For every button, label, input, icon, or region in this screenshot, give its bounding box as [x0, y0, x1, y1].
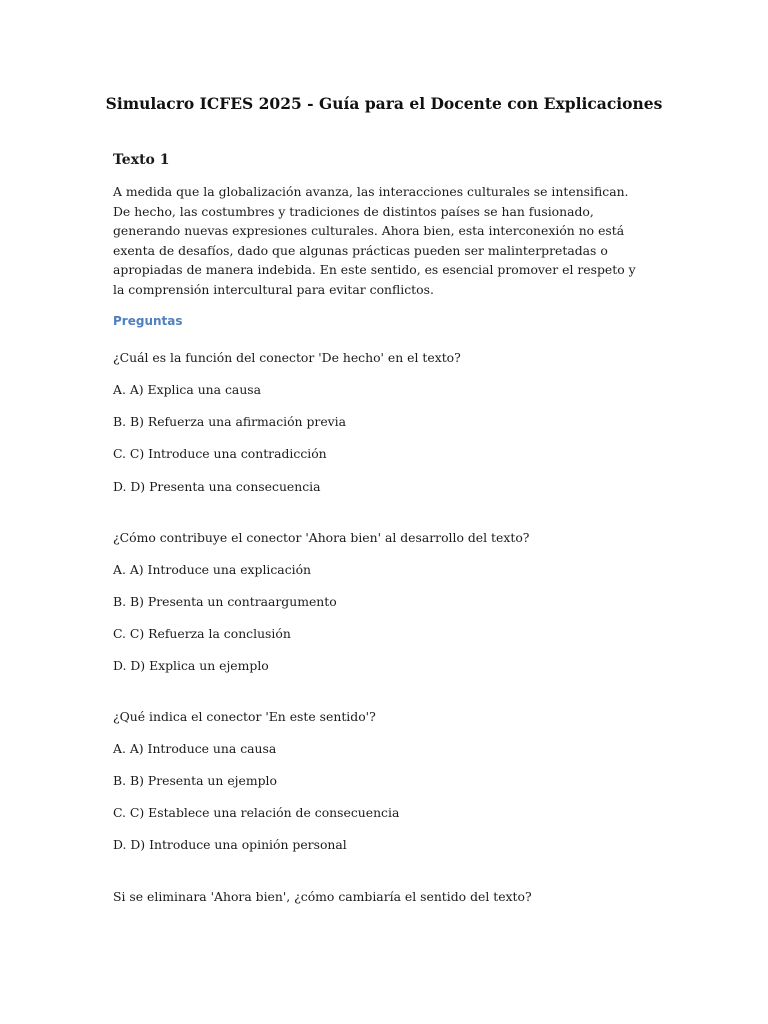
answer-option: A. A) Introduce una causa: [113, 741, 277, 756]
document-title: Simulacro ICFES 2025 - Guía para el Docente con Explicaciones: [105, 94, 663, 113]
answer-option: A. A) Explica una causa: [113, 382, 262, 397]
question-prompt: Si se eliminara 'Ahora bien', ¿cómo cambiaría el sentido del texto?: [113, 889, 532, 904]
answer-option: C. C) Establece una relación de consecuencia: [113, 805, 400, 820]
section-heading: Texto 1: [113, 152, 170, 168]
questions-heading: Preguntas: [113, 314, 183, 328]
question-prompt: ¿Cómo contribuye el conector 'Ahora bien' al desarrollo del texto?: [113, 530, 530, 545]
answer-option: C. C) Refuerza la conclusión: [113, 626, 291, 641]
answer-option: D. D) Presenta una consecuencia: [113, 479, 321, 494]
question-prompt: ¿Qué indica el conector 'En este sentido'?: [113, 709, 376, 724]
answer-option: D. D) Explica un ejemplo: [113, 658, 269, 673]
answer-option: A. A) Introduce una explicación: [113, 562, 312, 577]
answer-option: B. B) Refuerza una afirmación previa: [113, 414, 347, 429]
answer-option: C. C) Introduce una contradicción: [113, 446, 327, 461]
answer-option: D. D) Introduce una opinión personal: [113, 837, 347, 852]
question-prompt: ¿Cuál es la función del conector 'De hecho' en el texto?: [113, 350, 461, 365]
answer-option: B. B) Presenta un contraargumento: [113, 594, 337, 609]
reading-passage: A medida que la globalización avanza, las interacciones culturales se intensifican. De hecho, las costumbres y tradiciones de distintos países se han fusionado, generando nuevas expresiones culturales. Ahora bien, esta interconexión no está exenta de desafíos, dado que algunas prácticas pueden ser malinterpretadas o apropiadas de manera indebida. En este sentido, es esencial promover el respeto y la comprensión intercultural para evitar conflictos.: [113, 184, 636, 297]
answer-option: B. B) Presenta un ejemplo: [113, 773, 277, 788]
